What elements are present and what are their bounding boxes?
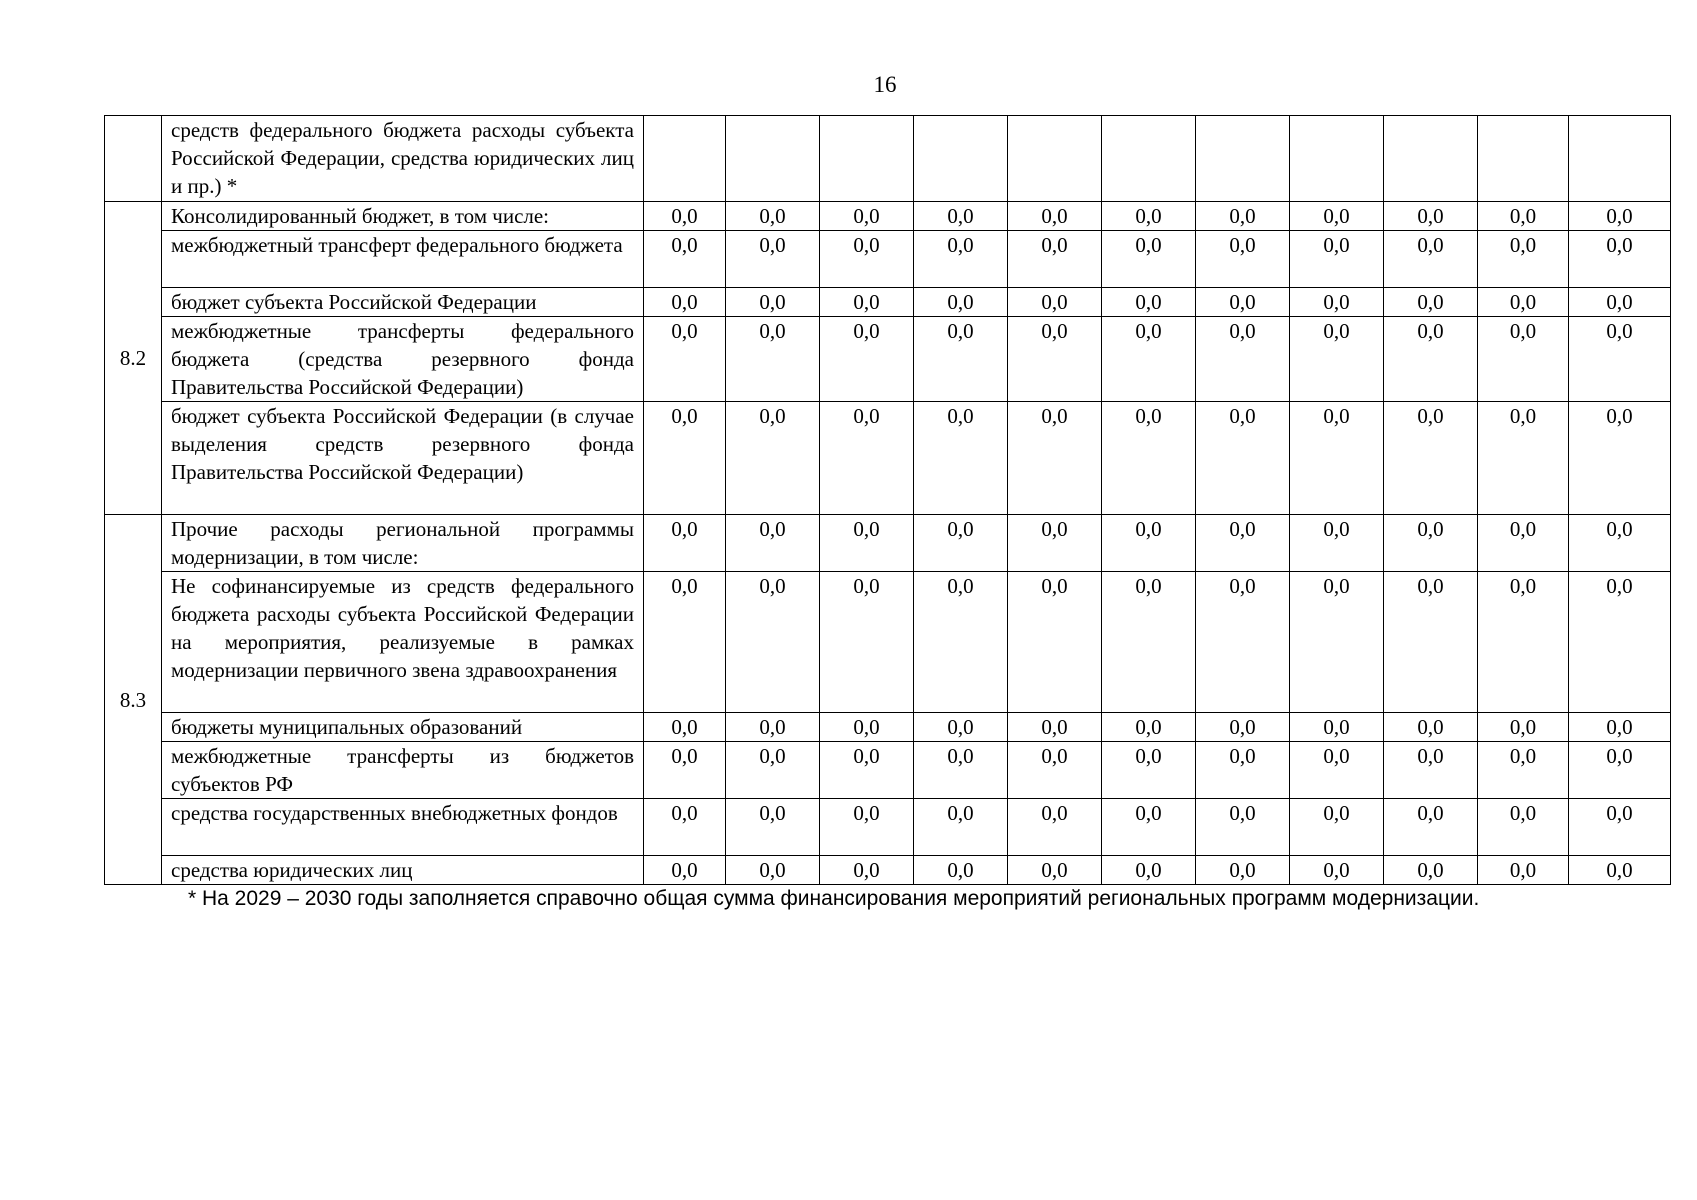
row-number-cell: 8.2 bbox=[105, 202, 162, 515]
value-cell: 0,0 bbox=[1008, 742, 1102, 799]
financing-table bbox=[104, 115, 1671, 885]
value-cell: 0,0 bbox=[820, 288, 914, 317]
value-cell: 0,0 bbox=[914, 402, 1008, 515]
value-cell: 0,0 bbox=[1478, 402, 1569, 515]
value-cell: 0,0 bbox=[1478, 231, 1569, 288]
value-cell bbox=[1008, 116, 1102, 202]
value-cell: 0,0 bbox=[820, 799, 914, 856]
value-cell: 0,0 bbox=[1196, 515, 1290, 572]
table-row bbox=[105, 713, 1671, 742]
value-cell: 0,0 bbox=[820, 402, 914, 515]
value-cell: 0,0 bbox=[644, 288, 726, 317]
value-cell: 0,0 bbox=[1290, 402, 1384, 515]
row-number-cell: 8.3 bbox=[105, 515, 162, 885]
value-cell: 0,0 bbox=[914, 202, 1008, 231]
value-cell: 0,0 bbox=[914, 572, 1008, 713]
value-cell: 0,0 bbox=[1384, 856, 1478, 885]
value-cell: 0,0 bbox=[820, 742, 914, 799]
value-cell: 0,0 bbox=[1102, 713, 1196, 742]
value-cell: 0,0 bbox=[1008, 856, 1102, 885]
item-description: межбюджетные трансферты федерального бюджета (средства резервного фонда Правительства Российской Федерации) bbox=[162, 317, 644, 402]
footnote: * На 2029 – 2030 годы заполняется справочно общая сумма финансирования мероприятий региональных программ модернизации. bbox=[188, 887, 1480, 910]
table-row bbox=[105, 402, 1671, 515]
value-cell: 0,0 bbox=[1008, 288, 1102, 317]
value-cell: 0,0 bbox=[1196, 288, 1290, 317]
value-cell: 0,0 bbox=[726, 856, 820, 885]
value-cell: 0,0 bbox=[820, 856, 914, 885]
value-cell: 0,0 bbox=[1384, 202, 1478, 231]
value-cell: 0,0 bbox=[1478, 317, 1569, 402]
value-cell: 0,0 bbox=[1102, 202, 1196, 231]
value-cell: 0,0 bbox=[1196, 572, 1290, 713]
value-cell: 0,0 bbox=[1196, 713, 1290, 742]
value-cell bbox=[1196, 116, 1290, 202]
value-cell: 0,0 bbox=[1196, 317, 1290, 402]
row-number-cell bbox=[105, 116, 162, 202]
table-row bbox=[105, 116, 1671, 202]
value-cell: 0,0 bbox=[1569, 402, 1671, 515]
item-description: средства юридических лиц bbox=[162, 856, 644, 885]
value-cell: 0,0 bbox=[1478, 799, 1569, 856]
value-cell bbox=[820, 116, 914, 202]
value-cell: 0,0 bbox=[1290, 856, 1384, 885]
value-cell bbox=[644, 116, 726, 202]
value-cell: 0,0 bbox=[644, 317, 726, 402]
value-cell: 0,0 bbox=[726, 317, 820, 402]
value-cell: 0,0 bbox=[914, 515, 1008, 572]
value-cell: 0,0 bbox=[1569, 799, 1671, 856]
value-cell: 0,0 bbox=[1102, 317, 1196, 402]
value-cell: 0,0 bbox=[1290, 742, 1384, 799]
value-cell: 0,0 bbox=[644, 231, 726, 288]
table-row bbox=[105, 799, 1671, 856]
value-cell: 0,0 bbox=[1569, 713, 1671, 742]
value-cell: 0,0 bbox=[1196, 742, 1290, 799]
value-cell: 0,0 bbox=[1008, 231, 1102, 288]
value-cell: 0,0 bbox=[820, 572, 914, 713]
item-description: средств федерального бюджета расходы субъекта Российской Федерации, средства юридических лиц и пр.) * bbox=[162, 116, 644, 202]
item-description: межбюджетные трансферты из бюджетов субъектов РФ bbox=[162, 742, 644, 799]
value-cell: 0,0 bbox=[644, 742, 726, 799]
value-cell: 0,0 bbox=[1569, 231, 1671, 288]
value-cell: 0,0 bbox=[1008, 799, 1102, 856]
value-cell: 0,0 bbox=[1102, 402, 1196, 515]
value-cell: 0,0 bbox=[644, 856, 726, 885]
value-cell: 0,0 bbox=[726, 799, 820, 856]
value-cell: 0,0 bbox=[1196, 856, 1290, 885]
value-cell: 0,0 bbox=[1102, 799, 1196, 856]
value-cell: 0,0 bbox=[820, 231, 914, 288]
value-cell: 0,0 bbox=[1384, 231, 1478, 288]
value-cell: 0,0 bbox=[914, 288, 1008, 317]
value-cell bbox=[1478, 116, 1569, 202]
value-cell: 0,0 bbox=[1290, 515, 1384, 572]
table-row bbox=[105, 231, 1671, 288]
value-cell bbox=[1569, 116, 1671, 202]
value-cell: 0,0 bbox=[1290, 713, 1384, 742]
value-cell bbox=[1102, 116, 1196, 202]
value-cell: 0,0 bbox=[1102, 288, 1196, 317]
value-cell: 0,0 bbox=[1196, 231, 1290, 288]
value-cell: 0,0 bbox=[914, 231, 1008, 288]
value-cell: 0,0 bbox=[1008, 515, 1102, 572]
value-cell: 0,0 bbox=[644, 799, 726, 856]
table-row bbox=[105, 742, 1671, 799]
value-cell: 0,0 bbox=[1478, 202, 1569, 231]
value-cell: 0,0 bbox=[1008, 202, 1102, 231]
table-row bbox=[105, 202, 1671, 231]
value-cell: 0,0 bbox=[726, 202, 820, 231]
value-cell: 0,0 bbox=[726, 742, 820, 799]
value-cell: 0,0 bbox=[914, 713, 1008, 742]
value-cell: 0,0 bbox=[1290, 799, 1384, 856]
value-cell: 0,0 bbox=[1384, 515, 1478, 572]
value-cell bbox=[1290, 116, 1384, 202]
value-cell: 0,0 bbox=[1478, 288, 1569, 317]
value-cell: 0,0 bbox=[1569, 515, 1671, 572]
value-cell: 0,0 bbox=[1196, 202, 1290, 231]
value-cell: 0,0 bbox=[1102, 856, 1196, 885]
value-cell: 0,0 bbox=[1569, 202, 1671, 231]
value-cell: 0,0 bbox=[914, 317, 1008, 402]
value-cell: 0,0 bbox=[1290, 202, 1384, 231]
value-cell: 0,0 bbox=[1290, 231, 1384, 288]
value-cell: 0,0 bbox=[726, 515, 820, 572]
page-number: 16 bbox=[873, 72, 897, 97]
value-cell: 0,0 bbox=[1290, 572, 1384, 713]
value-cell: 0,0 bbox=[1478, 515, 1569, 572]
value-cell: 0,0 bbox=[914, 799, 1008, 856]
value-cell: 0,0 bbox=[644, 572, 726, 713]
value-cell: 0,0 bbox=[820, 515, 914, 572]
value-cell: 0,0 bbox=[820, 713, 914, 742]
value-cell: 0,0 bbox=[1196, 799, 1290, 856]
value-cell: 0,0 bbox=[1569, 317, 1671, 402]
item-description: Консолидированный бюджет, в том числе: bbox=[162, 202, 644, 231]
value-cell: 0,0 bbox=[1569, 856, 1671, 885]
value-cell: 0,0 bbox=[1102, 515, 1196, 572]
value-cell: 0,0 bbox=[1478, 742, 1569, 799]
value-cell: 0,0 bbox=[1384, 402, 1478, 515]
value-cell: 0,0 bbox=[726, 288, 820, 317]
table-row bbox=[105, 572, 1671, 713]
value-cell: 0,0 bbox=[1008, 317, 1102, 402]
value-cell: 0,0 bbox=[726, 402, 820, 515]
value-cell: 0,0 bbox=[1290, 288, 1384, 317]
value-cell: 0,0 bbox=[644, 402, 726, 515]
value-cell: 0,0 bbox=[1384, 742, 1478, 799]
value-cell: 0,0 bbox=[1196, 402, 1290, 515]
value-cell: 0,0 bbox=[1102, 742, 1196, 799]
value-cell bbox=[1384, 116, 1478, 202]
item-description: средства государственных внебюджетных фондов bbox=[162, 799, 644, 856]
item-description: Не софинансируемые из средств федерального бюджета расходы субъекта Российской Федерации на мероприятия, реализуемые в рамках модернизации первичного звена здравоохранения bbox=[162, 572, 644, 713]
value-cell: 0,0 bbox=[914, 856, 1008, 885]
value-cell: 0,0 bbox=[726, 231, 820, 288]
value-cell: 0,0 bbox=[1478, 713, 1569, 742]
value-cell: 0,0 bbox=[1384, 317, 1478, 402]
value-cell: 0,0 bbox=[644, 202, 726, 231]
item-description: бюджет субъекта Российской Федерации bbox=[162, 288, 644, 317]
table-row bbox=[105, 856, 1671, 885]
value-cell: 0,0 bbox=[1569, 572, 1671, 713]
item-description: Прочие расходы региональной программы модернизации, в том числе: bbox=[162, 515, 644, 572]
value-cell: 0,0 bbox=[644, 713, 726, 742]
value-cell: 0,0 bbox=[1478, 572, 1569, 713]
table-row bbox=[105, 288, 1671, 317]
value-cell: 0,0 bbox=[1384, 288, 1478, 317]
value-cell: 0,0 bbox=[1008, 402, 1102, 515]
table-row bbox=[105, 317, 1671, 402]
item-description: бюджет субъекта Российской Федерации (в случае выделения средств резервного фонда Правительства Российской Федерации) bbox=[162, 402, 644, 515]
value-cell bbox=[914, 116, 1008, 202]
value-cell: 0,0 bbox=[1290, 317, 1384, 402]
value-cell: 0,0 bbox=[1569, 288, 1671, 317]
value-cell: 0,0 bbox=[820, 202, 914, 231]
value-cell bbox=[726, 116, 820, 202]
item-description: межбюджетный трансферт федерального бюджета bbox=[162, 231, 644, 288]
value-cell: 0,0 bbox=[1102, 231, 1196, 288]
value-cell: 0,0 bbox=[1008, 713, 1102, 742]
value-cell: 0,0 bbox=[1102, 572, 1196, 713]
value-cell: 0,0 bbox=[644, 515, 726, 572]
value-cell: 0,0 bbox=[726, 713, 820, 742]
value-cell: 0,0 bbox=[1008, 572, 1102, 713]
table-row bbox=[105, 515, 1671, 572]
value-cell: 0,0 bbox=[1384, 799, 1478, 856]
value-cell: 0,0 bbox=[1384, 572, 1478, 713]
item-description: бюджеты муниципальных образований bbox=[162, 713, 644, 742]
value-cell: 0,0 bbox=[1569, 742, 1671, 799]
value-cell: 0,0 bbox=[1384, 713, 1478, 742]
value-cell: 0,0 bbox=[820, 317, 914, 402]
value-cell: 0,0 bbox=[726, 572, 820, 713]
value-cell: 0,0 bbox=[914, 742, 1008, 799]
value-cell: 0,0 bbox=[1478, 856, 1569, 885]
